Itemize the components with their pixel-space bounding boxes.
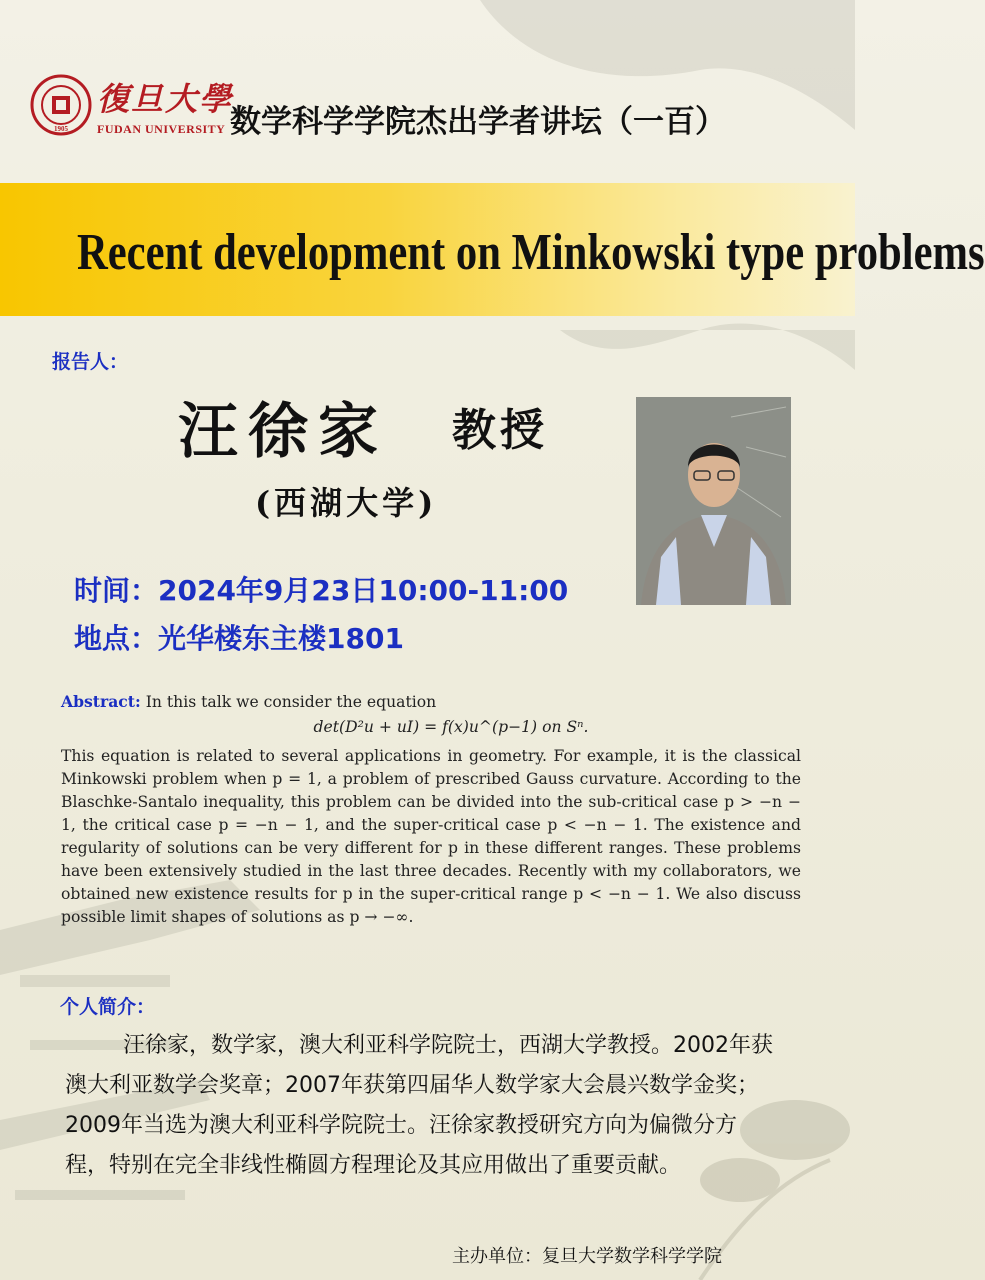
speaker-photo — [636, 397, 791, 605]
fudan-logo — [30, 74, 92, 136]
abstract-intro-line — [61, 690, 801, 714]
speaker-label: 报告人： — [52, 351, 129, 373]
lecture-series-title: 数学科学学院杰出学者讲坛（一百） — [230, 104, 726, 140]
abstract-intro: In this talk we consider the equation — [145, 693, 437, 711]
speaker-title: 教授 — [452, 405, 548, 456]
university-name-en: FUDAN UNIVERSITY — [97, 122, 226, 136]
event-place: 地点：光华楼东主楼1801 — [74, 622, 404, 655]
abstract-section — [61, 690, 801, 929]
university-name-cn: 復旦大學 — [97, 80, 234, 118]
bio-text: 汪徐家，数学家，澳大利亚科学院院士，西湖大学教授。2002年获澳大利亚数学会奖章；2007年获第四届华人数学家大会晨兴数学金奖；2009年当选为澳大利亚科学院院士。汪徐家教授研究方向为偏微分方程，特别在完全非线性椭圆方程理论及其应用做出了重要贡献。 — [65, 1033, 773, 1178]
abstract-equation: det(D²u + uI) = f(x)u^(p−1) on Sⁿ. — [313, 718, 589, 736]
abstract-body: This equation is related to several applications in geometry. For example, it is the classical Minkowski problem when p = 1, a problem of prescribed Gauss curvature. According to the Blaschke-Santalo inequality, this problem can be divided into the sub-critical case p > −n − 1, the critical case p = −n − 1, and the super-critical case p < −n − 1. The existence and regularity of solutions can be very different for p in these different ranges. These problems have been extensively studied in the last three decades. Recently with my collaborators, we obtained new existence results for p in the super-critical range p < −n − 1. We also discuss possible limit shapes of solutions as p → −∞. — [61, 747, 801, 926]
speaker-affiliation: (西湖大学) — [255, 484, 438, 522]
talk-title: Recent development on Minkowski type problems — [76, 224, 985, 281]
event-time: 时间：2024年9月23日10:00-11:00 — [74, 574, 569, 607]
bio-section — [65, 1026, 775, 1186]
abstract-label: Abstract: — [61, 692, 141, 711]
bio-label: 个人简介： — [60, 996, 156, 1018]
svg-text:1905: 1905 — [54, 125, 68, 133]
organizer: 主办单位：复旦大学数学科学学院 — [452, 1246, 722, 1267]
speaker-name: 汪徐家 — [178, 397, 388, 467]
